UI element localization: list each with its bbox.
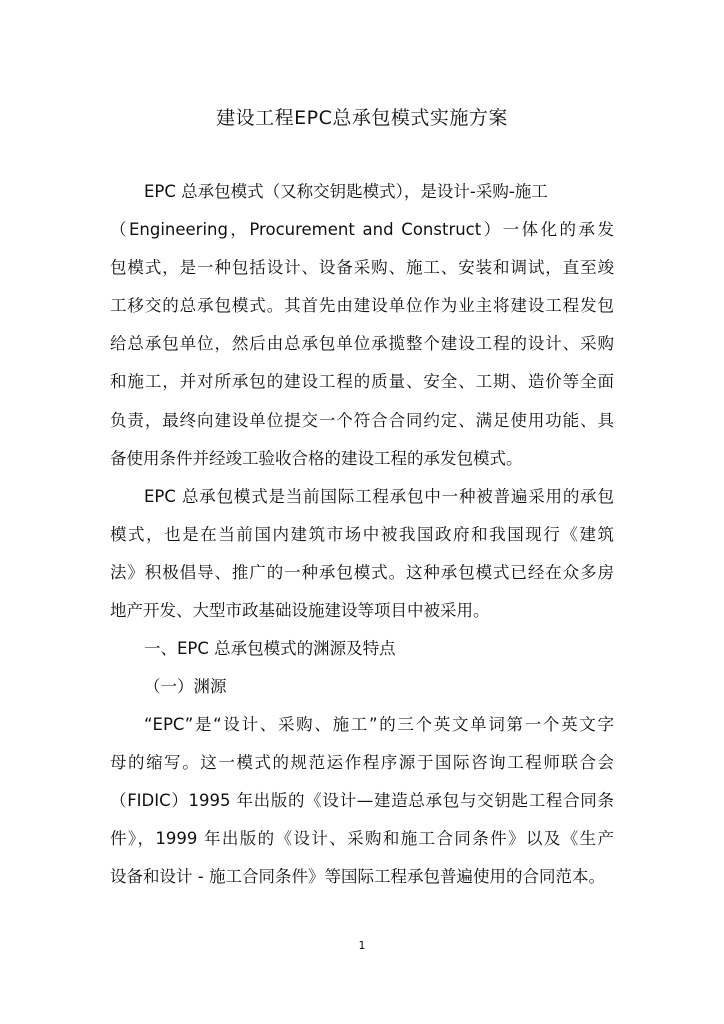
- paragraph-line: 备使用条件并经竣工验收合格的建设工程的承发包模式。: [110, 449, 523, 468]
- paragraph-line: 件》，1999 年出版的《设计、采购和施工合同条件》以及《生产: [110, 829, 614, 848]
- paragraph-line: （FIDIC）1995 年出版的《设计—建造总承包与交钥匙工程合同条: [110, 791, 614, 810]
- paragraph-line: 给总承包单位，然后由总承包单位承揽整个建设工程的设计、采购: [110, 334, 614, 353]
- section-heading: 一、EPC 总承包模式的渊源及特点: [144, 639, 396, 658]
- page-number: 1: [358, 939, 366, 952]
- paragraph-line: EPC 总承包模式是当前国际工程承包中一种被普遍采用的承包: [144, 487, 614, 506]
- subsection-heading: （一）渊源: [144, 677, 227, 696]
- paragraph-line: “EPC”是“设计、采购、施工”的三个英文单词第一个英文字: [144, 715, 614, 734]
- paragraph-line: 母的缩写。这一模式的规范运作程序源于国际咨询工程师联合会: [110, 753, 614, 772]
- paragraph-line: 地产开发、大型市政基础设施建设等项目中被采用。: [110, 601, 490, 620]
- paragraph-line: EPC 总承包模式（又称交钥匙模式），是设计-采购-施工: [144, 182, 548, 201]
- paragraph-line: 负责，最终向建设单位提交一个符合合同约定、满足使用功能、具: [110, 411, 614, 430]
- document-title: 建设工程EPC总承包模式实施方案: [216, 107, 508, 129]
- paragraph-line: （Engineering，Procurement and Construct）一体化的承发: [110, 220, 614, 239]
- paragraph-line: 和施工，并对所承包的建设工程的质量、安全、工期、造价等全面: [110, 372, 614, 391]
- paragraph-line: 工移交的总承包模式。其首先由建设单位作为业主将建设工程发包: [110, 296, 614, 315]
- paragraph-line: 设备和设计 - 施工合同条件》等国际工程承包普遍使用的合同范本。: [110, 867, 605, 886]
- paragraph-line: 包模式，是一种包括设计、设备采购、施工、安装和调试，直至竣: [110, 258, 614, 277]
- paragraph-line: 法》积极倡导、推广的一种承包模式。这种承包模式已经在众多房: [110, 563, 614, 582]
- paragraph-line: 模式，也是在当前国内建筑市场中被我国政府和我国现行《建筑: [110, 525, 614, 544]
